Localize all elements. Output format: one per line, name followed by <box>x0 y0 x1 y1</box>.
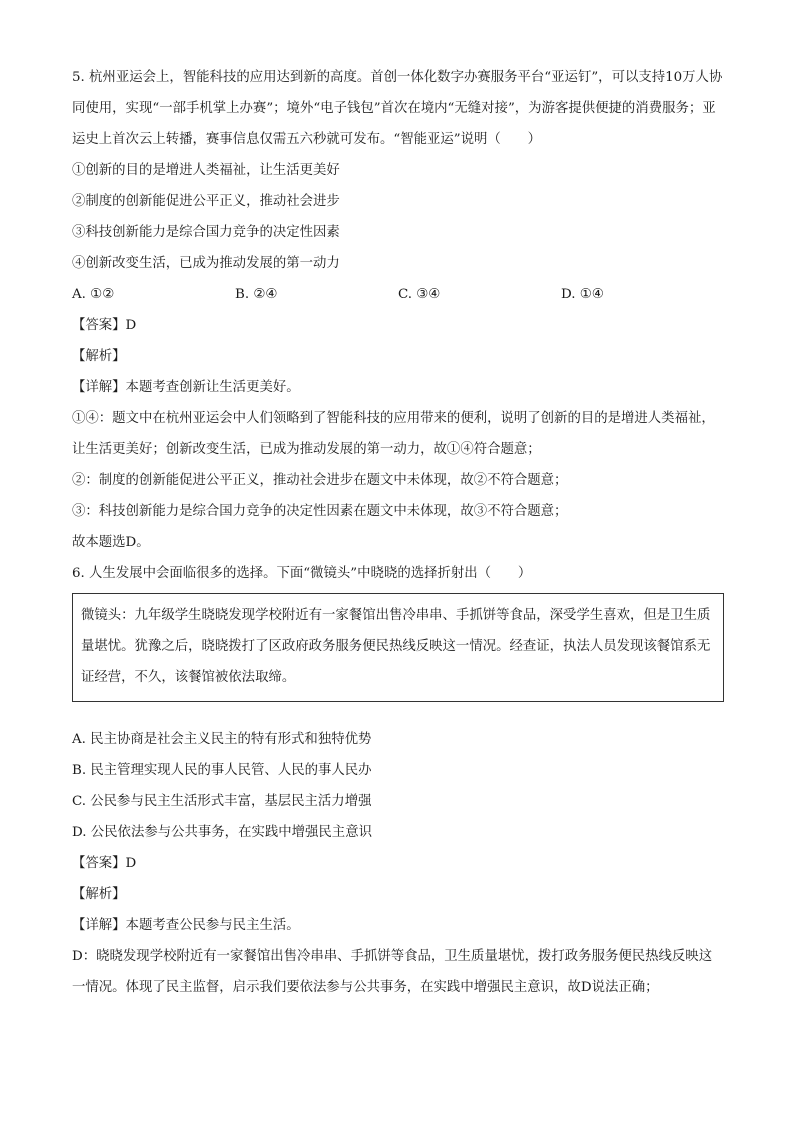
q5-explain-3: ③：科技创新能力是综合国力竞争的决定性因素在题文中未体现，故③不符合题意； <box>72 504 568 519</box>
q6-option-a: A. 民主协商是社会主义民主的特有形式和独特优势 <box>72 732 372 747</box>
q6-answer: 【答案】D <box>72 856 137 871</box>
q5-detail: 【详解】本题考查创新让生活更美好。 <box>72 380 300 395</box>
q5-conclusion: 故本题选D。 <box>72 535 150 550</box>
q5-item-4: ④创新改变生活，已成为推动发展的第一动力 <box>72 256 340 271</box>
q5-option-b: B. ②④ <box>235 287 278 302</box>
q6-stem: 6. 人生发展中会面临很多的选择。下面“微镜头”中晓晓的选择折射出（ ） <box>72 566 532 581</box>
q6-option-d: D. 公民依法参与公共事务，在实践中增强民主意识 <box>72 825 372 840</box>
q6-option-b: B. 民主管理实现人民的事人民管、人民的事人民办 <box>72 763 372 778</box>
q5-analysis-label: 【解析】 <box>72 349 126 364</box>
q6-option-c: C. 公民参与民主生活形式丰富，基层民主活力增强 <box>72 794 372 809</box>
q5-explain-1: ①④：题文中在杭州亚运会中人们领略到了智能科技的应用带来的便利，说明了创新的目的是增进人类福祉，让生活更美好；创新改变生活，已成为推动发展的第一动力，故①④符合题意； <box>72 411 715 457</box>
q6-analysis-label: 【解析】 <box>72 887 126 902</box>
q5-option-a: A. ①② <box>72 287 115 302</box>
q5-item-1: ①创新的目的是增进人类福祉，让生活更美好 <box>72 163 340 178</box>
q5-item-2: ②制度的创新能促进公平正义，推动社会进步 <box>72 194 340 209</box>
q5-options <box>72 279 724 310</box>
q6-detail: 【详解】本题考查公民参与民主生活。 <box>72 918 300 933</box>
q6-explain-1: D：晓晓发现学校附近有一家餐馆出售冷串串、手抓饼等食品，卫生质量堪忧，拨打政务服务便民热线反映这一情况。体现了民主监督，启示我们要依法参与公共事务，在实践中增强民主意识，故D说法正确； <box>72 949 713 995</box>
q6-micro-lens-box: 微镜头：九年级学生晓晓发现学校附近有一家餐馆出售冷串串、手抓饼等食品，深受学生喜欢，但是卫生质量堪忧。犹豫之后，晓晓拨打了区政府政务服务便民热线反映这一情况。经查证，执法人员发现该餐馆系无证经营，不久，该餐馆被依法取缔。 <box>72 593 724 702</box>
q5-explain-2: ②：制度的创新能促进公平正义，推动社会进步在题文中未体现，故②不符合题意； <box>72 473 568 488</box>
q5-option-c: C. ③④ <box>398 287 441 302</box>
q5-answer: 【答案】D <box>72 318 137 333</box>
q5-item-3: ③科技创新能力是综合国力竞争的决定性因素 <box>72 225 340 240</box>
document-page <box>72 62 724 1003</box>
q5-option-d: D. ①④ <box>561 287 604 302</box>
q5-stem: 5. 杭州亚运会上，智能科技的应用达到新的高度。首创一体化数字办赛服务平台“亚运钉”，可以支持10万人协同使用，实现“一部手机掌上办赛”；境外“电子钱包”首次在境内“无缝对接”，为游客提供便捷的消费服务；亚运史上首次云上转播，赛事信息仅需五六秒就可发布。“智能亚运”说明（ ） <box>72 70 723 147</box>
spacer <box>72 702 724 724</box>
